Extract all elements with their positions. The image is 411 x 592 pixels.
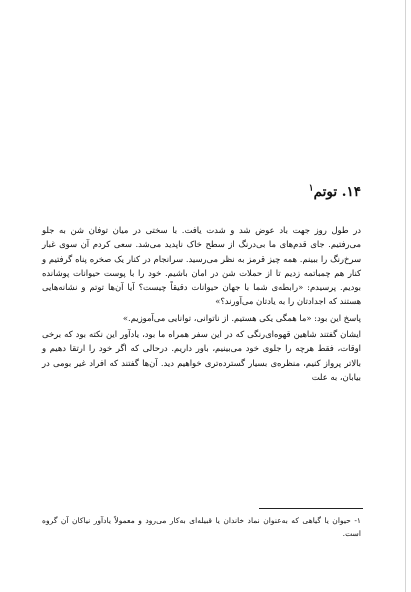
chapter-title-text: ۱۴. توتم xyxy=(313,184,361,200)
paragraph-1: در طول روز جهت باد عوض شد و شدت یافت. با سختی در میان توفان شن به جلو می‌رفتیم. جای قدم‌های ما بی‌درنگ از سطح خاک ناپدید می‌شد. سعی کردم آن سوی غبار سرخ‌رنگ را ببینم. همه چیز قرمز به نظر می‌رسید. سرانجام در کنار یک صخره پناه گرفتیم و کنار هم چمباتمه زدیم تا از حملات شن در امان باشیم. خود را با پوست حیوانات پوشانده بودیم. پرسیدم: «رابطه‌ی شما با جهان حیوانات دقیقاً چیست؟ آیا آن‌ها توتم و نشانه‌هایی هستند که اجدادتان را به یادتان می‌آورند؟» xyxy=(42,225,361,307)
page-edge xyxy=(405,0,406,592)
paragraph-2: پاسخ این بود: «ما همگی یکی هستیم. از ناتوانی، توانایی می‌آموزیم.» xyxy=(122,312,361,323)
footnote-marker: ۱ xyxy=(308,183,314,194)
footnote-divider xyxy=(259,508,363,509)
body-text xyxy=(42,223,361,384)
footnote: ۱- حیوان یا گیاهی که به‌عنوان نماد خاندان یا قبیله‌ای به‌کار می‌رود و معمولاً یادآور نیاکان آن گروه است. xyxy=(42,516,361,538)
chapter-title xyxy=(50,183,361,201)
paragraph-3: ایشان گفتند شاهین قهوه‌ای‌رنگی که در این سفر همراه ما بود، یادآور این نکته بود که برخی اوقات، فقط هرچه را جلوی خود می‌بینیم، باور داریم. درحالی که اگر خود را ارتقا دهیم و بالاتر پرواز کنیم، منظره‌ی بسیار گسترده‌تری خواهیم دید. آن‌ها گفتند که افراد غیر بومی در بیابان، به علت xyxy=(42,329,361,382)
